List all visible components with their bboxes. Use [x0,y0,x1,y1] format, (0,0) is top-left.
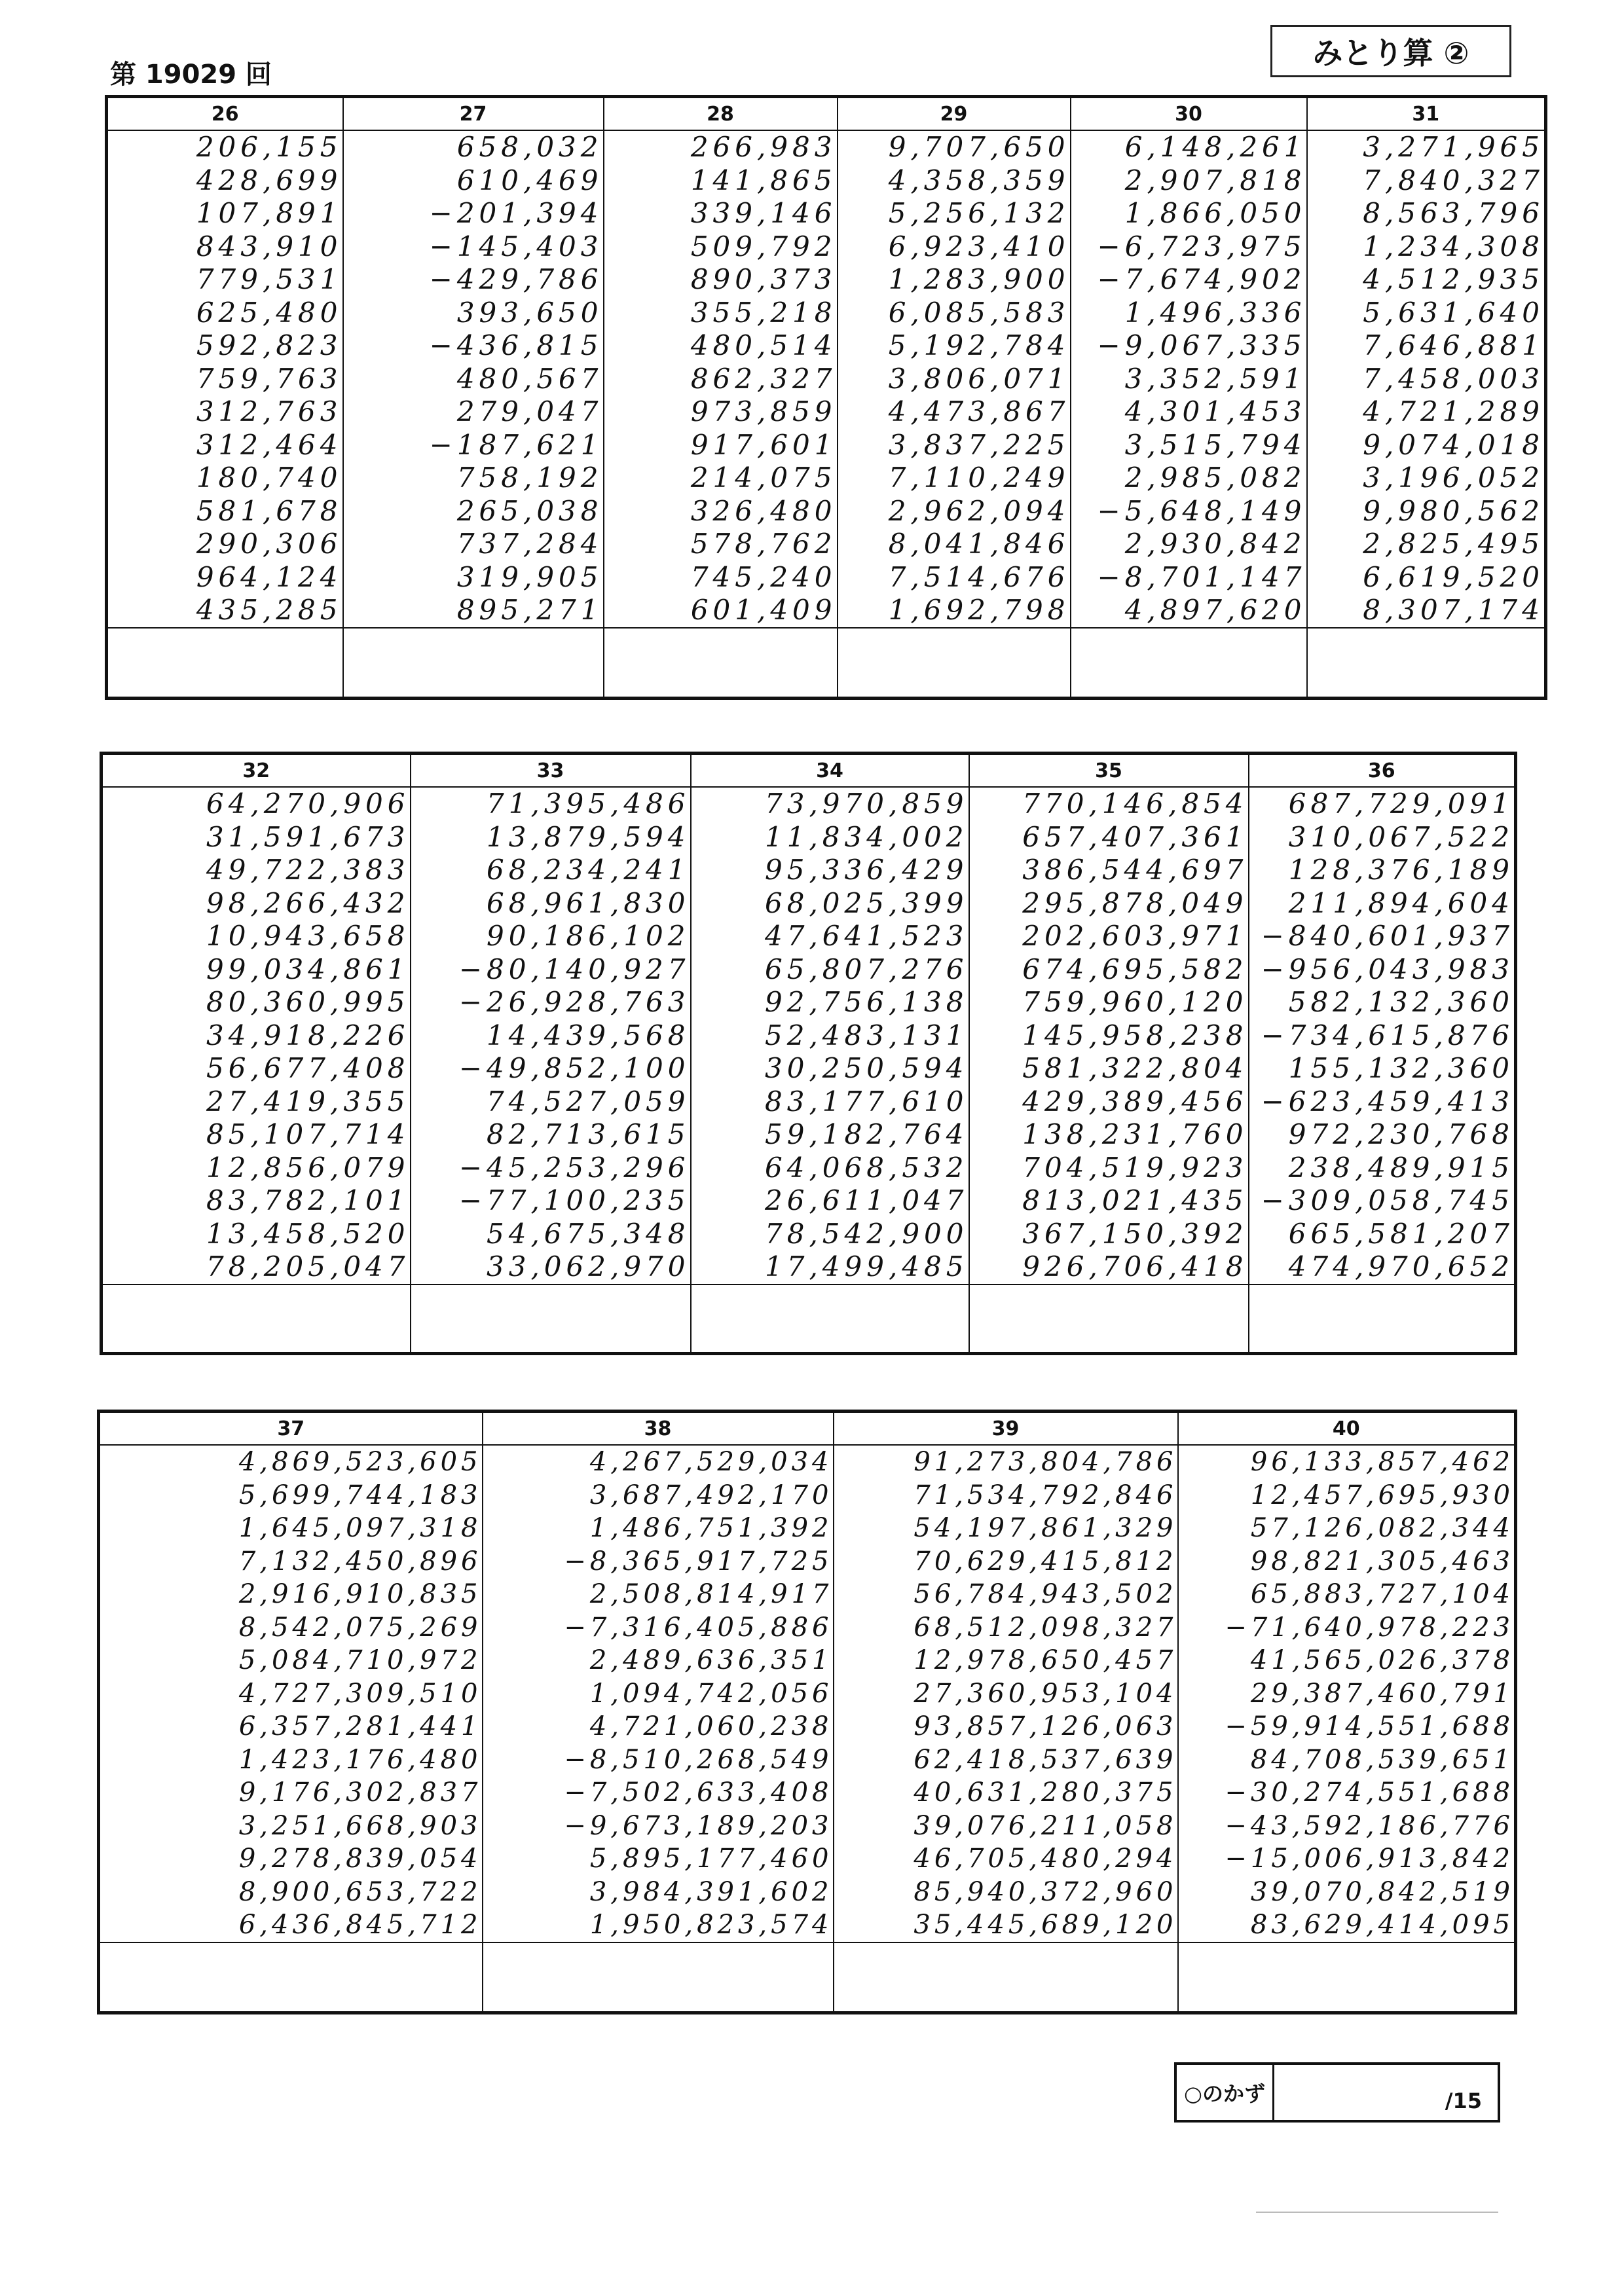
problem-numbers-cell [411,787,691,1285]
answer-cell[interactable] [834,1942,1178,2013]
problem-number: 665,581,207 [1288,1217,1514,1250]
answer-cell[interactable] [99,1942,483,2013]
problem-number: 8,041,846 [888,528,1070,560]
problem-number: 41,565,026,378 [1250,1645,1514,1675]
problem-numbers-cell [1071,130,1307,628]
problem-number: 926,706,418 [1022,1250,1248,1283]
problem-number: −80,140,927 [458,953,690,985]
problem-number: 312,464 [196,428,342,461]
problem-number-header: 36 [1249,754,1516,788]
problem-number: −956,043,983 [1261,953,1514,985]
problem-numbers-cell [107,130,343,628]
problem-number: 1,645,097,318 [238,1513,482,1543]
problem-number: 779,531 [196,263,342,295]
answer-cell[interactable] [1307,628,1546,699]
problem-number: 4,301,453 [1124,395,1306,428]
answer-cell[interactable] [411,1285,691,1354]
problem-number: 71,534,792,846 [913,1480,1177,1510]
problem-number: 7,132,450,896 [238,1546,482,1576]
problem-number: 770,146,854 [1022,788,1248,820]
problem-number: 964,124 [196,560,342,593]
problem-number: 895,271 [456,594,603,626]
problem-number: 12,978,650,457 [913,1645,1177,1675]
problem-number: 9,707,650 [888,131,1070,163]
problem-number: 13,879,594 [487,820,690,853]
problem-number: 973,859 [690,395,837,428]
answer-cell[interactable] [604,628,838,699]
problem-number: 4,727,309,510 [238,1678,482,1709]
problem-number: −8,365,917,725 [564,1546,833,1576]
problem-number: 862,327 [690,362,837,395]
problem-number: 83,629,414,095 [1250,1910,1514,1940]
problem-number: 890,373 [690,263,837,295]
score-label: ○のかず [1177,2065,1274,2120]
problem-number: 138,231,760 [1022,1118,1248,1150]
problem-number: −623,459,413 [1261,1085,1514,1118]
answer-cell[interactable] [343,628,604,699]
problem-number: 578,762 [690,528,837,560]
problem-number: 480,567 [456,362,603,395]
problem-number-header: 38 [483,1412,834,1446]
problem-number: 12,856,079 [206,1151,410,1184]
problem-number: 83,782,101 [206,1184,410,1216]
problem-number: 65,807,276 [765,953,969,985]
problem-number: 2,916,910,835 [238,1579,482,1609]
problem-number: −7,674,902 [1097,263,1306,295]
problem-number: 9,980,562 [1363,494,1544,527]
problem-number: 3,837,225 [888,428,1070,461]
problem-number: 202,603,971 [1022,920,1248,952]
problem-table-1 [105,95,1547,700]
problem-number: −840,601,937 [1261,920,1514,952]
problem-number: 93,857,126,063 [913,1711,1177,1741]
problem-number: 4,473,867 [888,395,1070,428]
problem-number: 266,983 [690,131,837,163]
problem-number: −15,006,913,842 [1225,1844,1514,1874]
problem-number: 6,357,281,441 [238,1711,482,1741]
problem-number: 82,713,615 [487,1118,690,1150]
problem-number-header: 35 [969,754,1249,788]
problem-number: 211,894,604 [1288,886,1514,919]
problem-number: 367,150,392 [1022,1217,1248,1250]
problem-number: −734,615,876 [1261,1019,1514,1051]
problem-number: 47,641,523 [765,920,969,952]
problem-number: 4,721,289 [1363,395,1544,428]
problem-number: 71,395,486 [487,788,690,820]
problem-numbers-cell [838,130,1071,628]
problem-number: 625,480 [196,296,342,329]
problem-number: 3,687,492,170 [589,1480,833,1510]
problem-number: 658,032 [456,131,603,163]
problem-number: 14,439,568 [487,1019,690,1051]
problem-number: −30,274,551,688 [1225,1777,1514,1808]
problem-number: 49,722,383 [206,854,410,886]
score-box [1174,2062,1500,2123]
problem-numbers-cell [343,130,604,628]
problem-number: 27,419,355 [206,1085,410,1118]
problem-number: 52,483,131 [765,1019,969,1051]
problem-number: 13,458,520 [206,1217,410,1250]
problem-number: 39,076,211,058 [913,1810,1177,1841]
problem-number: 4,897,620 [1124,594,1306,626]
problem-number: 4,512,935 [1363,263,1544,295]
answer-cell[interactable] [691,1285,969,1354]
problem-number: 145,958,238 [1022,1019,1248,1051]
problem-number: 68,234,241 [487,854,690,886]
problem-number: 2,930,842 [1124,528,1306,560]
problem-number: 56,784,943,502 [913,1579,1177,1609]
problem-number: 56,677,408 [206,1052,410,1084]
problem-number: 745,240 [690,560,837,593]
problem-number: 1,423,176,480 [238,1744,482,1775]
problem-number: −26,928,763 [458,986,690,1018]
problem-number: 30,250,594 [765,1052,969,1084]
problem-number: 3,806,071 [888,362,1070,395]
problem-number: 435,285 [196,594,342,626]
problem-number: 759,763 [196,362,342,395]
problem-number: 57,126,082,344 [1250,1513,1514,1543]
problem-number: 2,962,094 [888,494,1070,527]
problem-number: 7,646,881 [1363,329,1544,361]
problem-number: 46,705,480,294 [913,1844,1177,1874]
problem-number-header: 39 [834,1412,1178,1446]
problem-number: −5,648,149 [1097,494,1306,527]
problem-number: 96,133,857,462 [1250,1447,1514,1477]
problem-number-header: 26 [107,97,343,131]
problem-number: 674,695,582 [1022,953,1248,985]
problem-number-header: 32 [101,754,411,788]
problem-numbers-cell [483,1445,834,1942]
problem-number: 480,514 [690,329,837,361]
problem-number: −43,592,186,776 [1225,1810,1514,1841]
problem-number: 128,376,189 [1288,854,1514,886]
problem-number: 582,132,360 [1288,986,1514,1018]
problem-number: 91,273,804,786 [913,1447,1177,1477]
problem-number: 601,409 [690,594,837,626]
problem-number: −71,640,978,223 [1225,1612,1514,1643]
problem-number: 7,458,003 [1363,362,1544,395]
problem-number-header: 30 [1071,97,1307,131]
answer-cell[interactable] [1071,628,1307,699]
problem-number: 843,910 [196,230,342,263]
problem-number: 428,699 [196,164,342,196]
problem-number: 3,251,668,903 [238,1810,482,1841]
problem-number: −187,621 [429,428,603,461]
problem-number: 4,721,060,238 [589,1711,833,1741]
problem-number: 95,336,429 [765,854,969,886]
problem-number: 78,542,900 [765,1217,969,1250]
problem-numbers-cell [691,787,969,1285]
problem-number: 5,699,744,183 [238,1480,482,1510]
problem-number: 29,387,460,791 [1250,1678,1514,1709]
answer-cell[interactable] [838,628,1071,699]
problem-number: −59,914,551,688 [1225,1711,1514,1741]
problem-number: 59,182,764 [765,1118,969,1150]
problem-number: 214,075 [690,462,837,494]
problem-number: 6,148,261 [1124,131,1306,163]
problem-number-header: 33 [411,754,691,788]
problem-number: 65,883,727,104 [1250,1579,1514,1609]
problem-number: −8,510,268,549 [564,1744,833,1775]
problem-number: 74,527,059 [487,1085,690,1118]
problem-number: 5,084,710,972 [238,1645,482,1675]
problem-numbers-cell [1249,787,1516,1285]
problem-number: 8,542,075,269 [238,1612,482,1643]
problem-number: 155,132,360 [1288,1052,1514,1084]
problem-number: 7,514,676 [888,560,1070,593]
problem-number: 581,678 [196,494,342,527]
problem-number-header: 29 [838,97,1071,131]
problem-numbers-cell [1307,130,1546,628]
problem-number: 107,891 [196,197,342,229]
problem-number: 3,984,391,602 [589,1876,833,1907]
problem-number: 429,389,456 [1022,1085,1248,1118]
problem-number: 33,062,970 [487,1250,690,1283]
problem-number: 40,631,280,375 [913,1777,1177,1808]
problem-number: 1,692,798 [888,594,1070,626]
problem-number: 80,360,995 [206,986,410,1018]
problem-number: 3,196,052 [1363,462,1544,494]
problem-numbers-cell [1178,1445,1516,1942]
problem-number: 2,825,495 [1363,528,1544,560]
problem-numbers-cell [604,130,838,628]
problem-number: 62,418,537,639 [913,1744,1177,1775]
problem-number: 758,192 [456,462,603,494]
problem-number: 1,950,823,574 [589,1910,833,1940]
problem-number: 98,821,305,463 [1250,1546,1514,1576]
problem-number: 355,218 [690,296,837,329]
problem-number: −309,058,745 [1261,1184,1514,1216]
problem-number: 141,865 [690,164,837,196]
problem-number: 64,068,532 [765,1151,969,1184]
problem-number: −436,815 [429,329,603,361]
problem-number: 3,271,965 [1363,131,1544,163]
problem-numbers-cell [969,787,1249,1285]
problem-number: 180,740 [196,462,342,494]
problem-number: 7,840,327 [1363,164,1544,196]
problem-number: 8,563,796 [1363,197,1544,229]
answer-cell[interactable] [969,1285,1249,1354]
problem-number: 98,266,432 [206,886,410,919]
problem-number: 11,834,002 [765,820,969,853]
problem-number: 70,629,415,812 [913,1546,1177,1576]
problem-number: 4,358,359 [888,164,1070,196]
problem-number: 34,918,226 [206,1019,410,1051]
problem-number: 238,489,915 [1288,1151,1514,1184]
problem-number: −49,852,100 [458,1052,690,1084]
problem-number: 474,970,652 [1288,1250,1514,1283]
problem-number: 3,515,794 [1124,428,1306,461]
problem-number: 78,205,047 [206,1250,410,1283]
problem-number: 8,307,174 [1363,594,1544,626]
problem-number: 10,943,658 [206,920,410,952]
problem-number: −77,100,235 [458,1184,690,1216]
score-total[interactable]: /15 [1445,2088,1482,2113]
problem-number: 312,763 [196,395,342,428]
answer-cell[interactable] [1249,1285,1516,1354]
session-number: 第 19029 回 [110,60,272,90]
problem-number: 17,499,485 [765,1250,969,1283]
problem-number: 9,278,839,054 [238,1844,482,1874]
problem-number: 5,895,177,460 [589,1844,833,1874]
problem-number: 73,970,859 [765,788,969,820]
problem-number: 290,306 [196,528,342,560]
problem-number: 2,508,814,917 [589,1579,833,1609]
problem-number: 6,923,410 [888,230,1070,263]
problem-number: 6,619,520 [1363,560,1544,593]
problem-number: 31,591,673 [206,820,410,853]
problem-number: 704,519,923 [1022,1151,1248,1184]
problem-number: −45,253,296 [458,1151,690,1184]
problem-number: 35,445,689,120 [913,1910,1177,1940]
problem-number: 509,792 [690,230,837,263]
problem-number: 1,094,742,056 [589,1678,833,1709]
problem-number-header: 34 [691,754,969,788]
problem-number: 8,900,653,722 [238,1876,482,1907]
problem-number: 1,486,751,392 [589,1513,833,1543]
problem-number: 3,352,591 [1124,362,1306,395]
problem-number: −8,701,147 [1097,560,1306,593]
problem-number: 26,611,047 [765,1184,969,1216]
problem-number: 6,436,845,712 [238,1910,482,1940]
problem-number: 687,729,091 [1288,788,1514,820]
problem-number: 592,823 [196,329,342,361]
problem-table-2 [100,752,1517,1355]
problem-number: 265,038 [456,494,603,527]
problem-number-header: 40 [1178,1412,1516,1446]
problem-number: 917,601 [690,428,837,461]
problem-number: 1,283,900 [888,263,1070,295]
problem-numbers-cell [101,787,411,1285]
problem-number: 759,960,120 [1022,986,1248,1018]
problem-number: 972,230,768 [1288,1118,1514,1150]
problem-number: 1,496,336 [1124,296,1306,329]
problem-number: 279,047 [456,395,603,428]
problem-number: 326,480 [690,494,837,527]
problem-number-header: 27 [343,97,604,131]
problem-number: 813,021,435 [1022,1184,1248,1216]
problem-number-header: 31 [1307,97,1546,131]
problem-number: 393,650 [456,296,603,329]
footer-rule [1256,2212,1498,2213]
problem-number-header: 37 [99,1412,483,1446]
problem-number: −9,673,189,203 [564,1810,833,1841]
answer-cell[interactable] [107,628,343,699]
problem-number: 85,940,372,960 [913,1876,1177,1907]
problem-number: 54,675,348 [487,1217,690,1250]
problem-number: 319,905 [456,560,603,593]
problem-number: 2,907,818 [1124,164,1306,196]
problem-number: 83,177,610 [765,1085,969,1118]
worksheet-title: みとり算 ② [1270,25,1511,77]
problem-number: 339,146 [690,197,837,229]
problem-number: 9,074,018 [1363,428,1544,461]
problem-number: −145,403 [429,230,603,263]
problem-number: −6,723,975 [1097,230,1306,263]
problem-number: 99,034,861 [206,953,410,985]
problem-number: 2,489,636,351 [589,1645,833,1675]
problem-number: −7,502,633,408 [564,1777,833,1808]
problem-number: 7,110,249 [888,462,1070,494]
problem-number: 4,267,529,034 [589,1447,833,1477]
problem-number: 2,985,082 [1124,462,1306,494]
problem-numbers-cell [834,1445,1178,1942]
problem-number: −7,316,405,886 [564,1612,833,1643]
problem-number: 12,457,695,930 [1250,1480,1514,1510]
problem-number: 6,085,583 [888,296,1070,329]
problem-number: 1,866,050 [1124,197,1306,229]
problem-number: 85,107,714 [206,1118,410,1150]
problem-number: 206,155 [196,131,342,163]
problem-number: 581,322,804 [1022,1052,1248,1084]
problem-number: 610,469 [456,164,603,196]
answer-cell[interactable] [101,1285,411,1354]
problem-number: 27,360,953,104 [913,1678,1177,1709]
problem-number: 54,197,861,329 [913,1513,1177,1543]
problem-number: 39,070,842,519 [1250,1876,1514,1907]
problem-number: 737,284 [456,528,603,560]
problem-number: 4,869,523,605 [238,1447,482,1477]
problem-number: 92,756,138 [765,986,969,1018]
problem-number: 310,067,522 [1288,820,1514,853]
problem-number: 295,878,049 [1022,886,1248,919]
problem-number: 68,961,830 [487,886,690,919]
problem-number: 90,186,102 [487,920,690,952]
problem-table-3 [97,1410,1517,2014]
problem-number: 84,708,539,651 [1250,1744,1514,1775]
problem-number: 68,025,399 [765,886,969,919]
problem-number: 68,512,098,327 [913,1612,1177,1643]
problem-numbers-cell [99,1445,483,1942]
problem-number: 5,256,132 [888,197,1070,229]
problem-number: 5,631,640 [1363,296,1544,329]
problem-number: 9,176,302,837 [238,1777,482,1808]
answer-cell[interactable] [1178,1942,1516,2013]
problem-number: 657,407,361 [1022,820,1248,853]
problem-number: 64,270,906 [206,788,410,820]
problem-number: −429,786 [429,263,603,295]
problem-number: 1,234,308 [1363,230,1544,263]
problem-number: 386,544,697 [1022,854,1248,886]
problem-number: −201,394 [429,197,603,229]
answer-cell[interactable] [483,1942,834,2013]
problem-number: 5,192,784 [888,329,1070,361]
problem-number: −9,067,335 [1097,329,1306,361]
problem-number-header: 28 [604,97,838,131]
